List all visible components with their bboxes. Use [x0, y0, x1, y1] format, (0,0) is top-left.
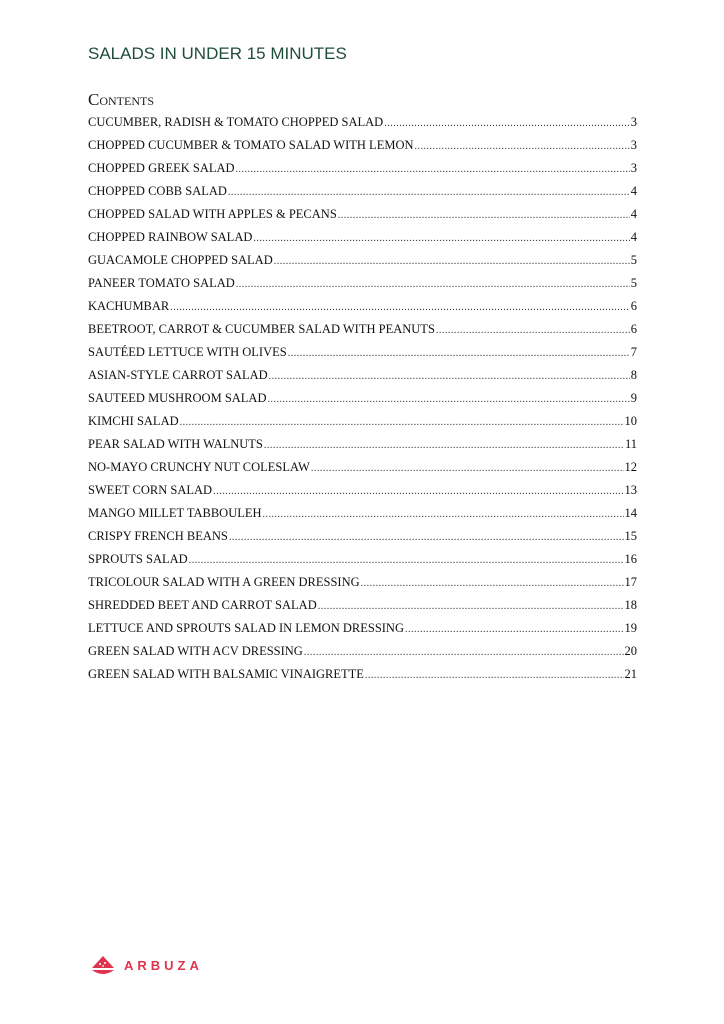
- toc-leader-dots: [405, 621, 624, 639]
- toc-entry-label: NO-MAYO CRUNCHY NUT COLESLAW: [88, 460, 310, 474]
- toc-entry-label: CHOPPED CUCUMBER & TOMATO SALAD WITH LEMON: [88, 138, 414, 152]
- toc-entry[interactable]: [88, 619, 637, 642]
- toc-entry[interactable]: [88, 113, 637, 136]
- toc-entry-page: 5: [630, 276, 637, 290]
- toc-leader-dots: [253, 230, 629, 248]
- toc-leader-dots: [365, 667, 624, 685]
- toc-entry-page: 6: [630, 322, 637, 336]
- toc-entry-label: ASIAN-STYLE CARROT SALAD: [88, 368, 268, 382]
- toc-leader-dots: [268, 391, 630, 409]
- toc-leader-dots: [311, 460, 624, 478]
- toc-entry[interactable]: [88, 435, 637, 458]
- toc-leader-dots: [189, 552, 624, 570]
- toc-entry-page: 8: [630, 368, 637, 382]
- toc-entry[interactable]: [88, 274, 637, 297]
- toc-heading: Contents: [88, 90, 155, 109]
- toc-entry-label: GUACAMOLE CHOPPED SALAD: [88, 253, 273, 267]
- toc-leader-dots: [269, 368, 630, 386]
- toc-entry-page: 9: [630, 391, 637, 405]
- toc-entry[interactable]: [88, 320, 637, 343]
- brand-name: ARBUZA: [124, 957, 203, 973]
- toc-entry-label: MANGO MILLET TABBOULEH: [88, 506, 262, 520]
- toc-entry[interactable]: [88, 205, 637, 228]
- toc-entry-label: SHREDDED BEET AND CARROT SALAD: [88, 598, 317, 612]
- toc-entry-label: SPROUTS SALAD: [88, 552, 188, 566]
- toc-entry-page: 21: [624, 667, 637, 681]
- toc-entry[interactable]: [88, 527, 637, 550]
- toc-entry[interactable]: [88, 573, 637, 596]
- toc-leader-dots: [338, 207, 630, 225]
- toc-entry-page: 13: [624, 483, 637, 497]
- toc-entry-page: 4: [630, 184, 637, 198]
- toc-leader-dots: [213, 483, 623, 501]
- toc-entry[interactable]: [88, 136, 637, 159]
- toc-leader-dots: [180, 414, 624, 432]
- toc-entry-page: 11: [624, 437, 637, 451]
- toc-entry[interactable]: [88, 159, 637, 182]
- toc-entry-label: CHOPPED SALAD WITH APPLES & PECANS: [88, 207, 337, 221]
- toc-entry-label: GREEN SALAD WITH BALSAMIC VINAIGRETTE: [88, 667, 364, 681]
- toc-entry-label: KIMCHI SALAD: [88, 414, 179, 428]
- toc-leader-dots: [264, 437, 624, 455]
- toc-entry-page: 18: [624, 598, 637, 612]
- toc-entry[interactable]: [88, 504, 637, 527]
- toc-entry-page: 19: [624, 621, 637, 635]
- toc-entry-label: SWEET CORN SALAD: [88, 483, 213, 497]
- toc-entry-label: CUCUMBER, RADISH & TOMATO CHOPPED SALAD: [88, 115, 384, 129]
- toc-leader-dots: [304, 644, 624, 662]
- toc-leader-dots: [361, 575, 624, 593]
- toc-entry[interactable]: [88, 389, 637, 412]
- toc-entry-label: SAUTEED MUSHROOM SALAD: [88, 391, 267, 405]
- toc-entry-page: 3: [630, 161, 637, 175]
- toc-leader-dots: [274, 253, 630, 271]
- toc-entry-page: 17: [624, 575, 637, 589]
- toc-entry-page: 5: [630, 253, 637, 267]
- toc-leader-dots: [170, 299, 629, 317]
- toc-entry-label: CHOPPED COBB SALAD: [88, 184, 227, 198]
- toc-entry-page: 4: [630, 207, 637, 221]
- toc-entry[interactable]: [88, 665, 637, 688]
- toc-entry-label: CRISPY FRENCH BEANS: [88, 529, 228, 543]
- document-title: SALADS IN UNDER 15 MINUTES: [88, 44, 347, 63]
- toc-leader-dots: [415, 138, 630, 156]
- toc-entry-label: KACHUMBAR: [88, 299, 170, 313]
- toc-entry-label: PANEER TOMATO SALAD: [88, 276, 235, 290]
- toc-entry[interactable]: [88, 297, 637, 320]
- toc-entry-label: GREEN SALAD WITH ACV DRESSING: [88, 644, 303, 658]
- toc-entry-page: 15: [624, 529, 637, 543]
- toc-entry-label: CHOPPED GREEK SALAD: [88, 161, 235, 175]
- toc-entry[interactable]: [88, 343, 637, 366]
- toc-entry-page: 3: [630, 138, 637, 152]
- toc-leader-dots: [384, 115, 630, 133]
- toc-leader-dots: [236, 276, 630, 294]
- toc-entry[interactable]: [88, 596, 637, 619]
- toc-entry[interactable]: [88, 642, 637, 665]
- toc-entry-page: 16: [624, 552, 637, 566]
- toc-entry-page: 3: [630, 115, 637, 129]
- toc-entry[interactable]: [88, 412, 637, 435]
- toc-leader-dots: [318, 598, 624, 616]
- table-of-contents: [88, 113, 637, 688]
- toc-entry-page: 4: [630, 230, 637, 244]
- toc-entry[interactable]: [88, 228, 637, 251]
- toc-entry[interactable]: [88, 550, 637, 573]
- toc-leader-dots: [436, 322, 630, 340]
- toc-entry-page: 20: [624, 644, 637, 658]
- toc-entry-label: BEETROOT, CARROT & CUCUMBER SALAD WITH PEANUTS: [88, 322, 435, 336]
- toc-entry-page: 6: [630, 299, 637, 313]
- toc-entry-label: CHOPPED RAINBOW SALAD: [88, 230, 253, 244]
- toc-entry[interactable]: [88, 251, 637, 274]
- toc-entry[interactable]: [88, 366, 637, 389]
- toc-entry[interactable]: [88, 458, 637, 481]
- toc-leader-dots: [236, 161, 630, 179]
- toc-leader-dots: [263, 506, 624, 524]
- toc-leader-dots: [229, 529, 624, 547]
- toc-entry-page: 14: [624, 506, 637, 520]
- toc-entry[interactable]: [88, 182, 637, 205]
- watermelon-slice-icon: [90, 954, 116, 976]
- toc-leader-dots: [228, 184, 630, 202]
- toc-entry[interactable]: [88, 481, 637, 504]
- brand-footer: [90, 954, 203, 976]
- toc-entry-page: 10: [624, 414, 637, 428]
- toc-entry-page: 7: [630, 345, 637, 359]
- toc-entry-label: PEAR SALAD WITH WALNUTS: [88, 437, 263, 451]
- toc-entry-page: 12: [624, 460, 637, 474]
- toc-leader-dots: [288, 345, 630, 363]
- toc-entry-label: LETTUCE AND SPROUTS SALAD IN LEMON DRESSING: [88, 621, 404, 635]
- toc-entry-label: SAUTÉED LETTUCE WITH OLIVES: [88, 345, 287, 359]
- toc-entry-label: TRICOLOUR SALAD WITH A GREEN DRESSING: [88, 575, 360, 589]
